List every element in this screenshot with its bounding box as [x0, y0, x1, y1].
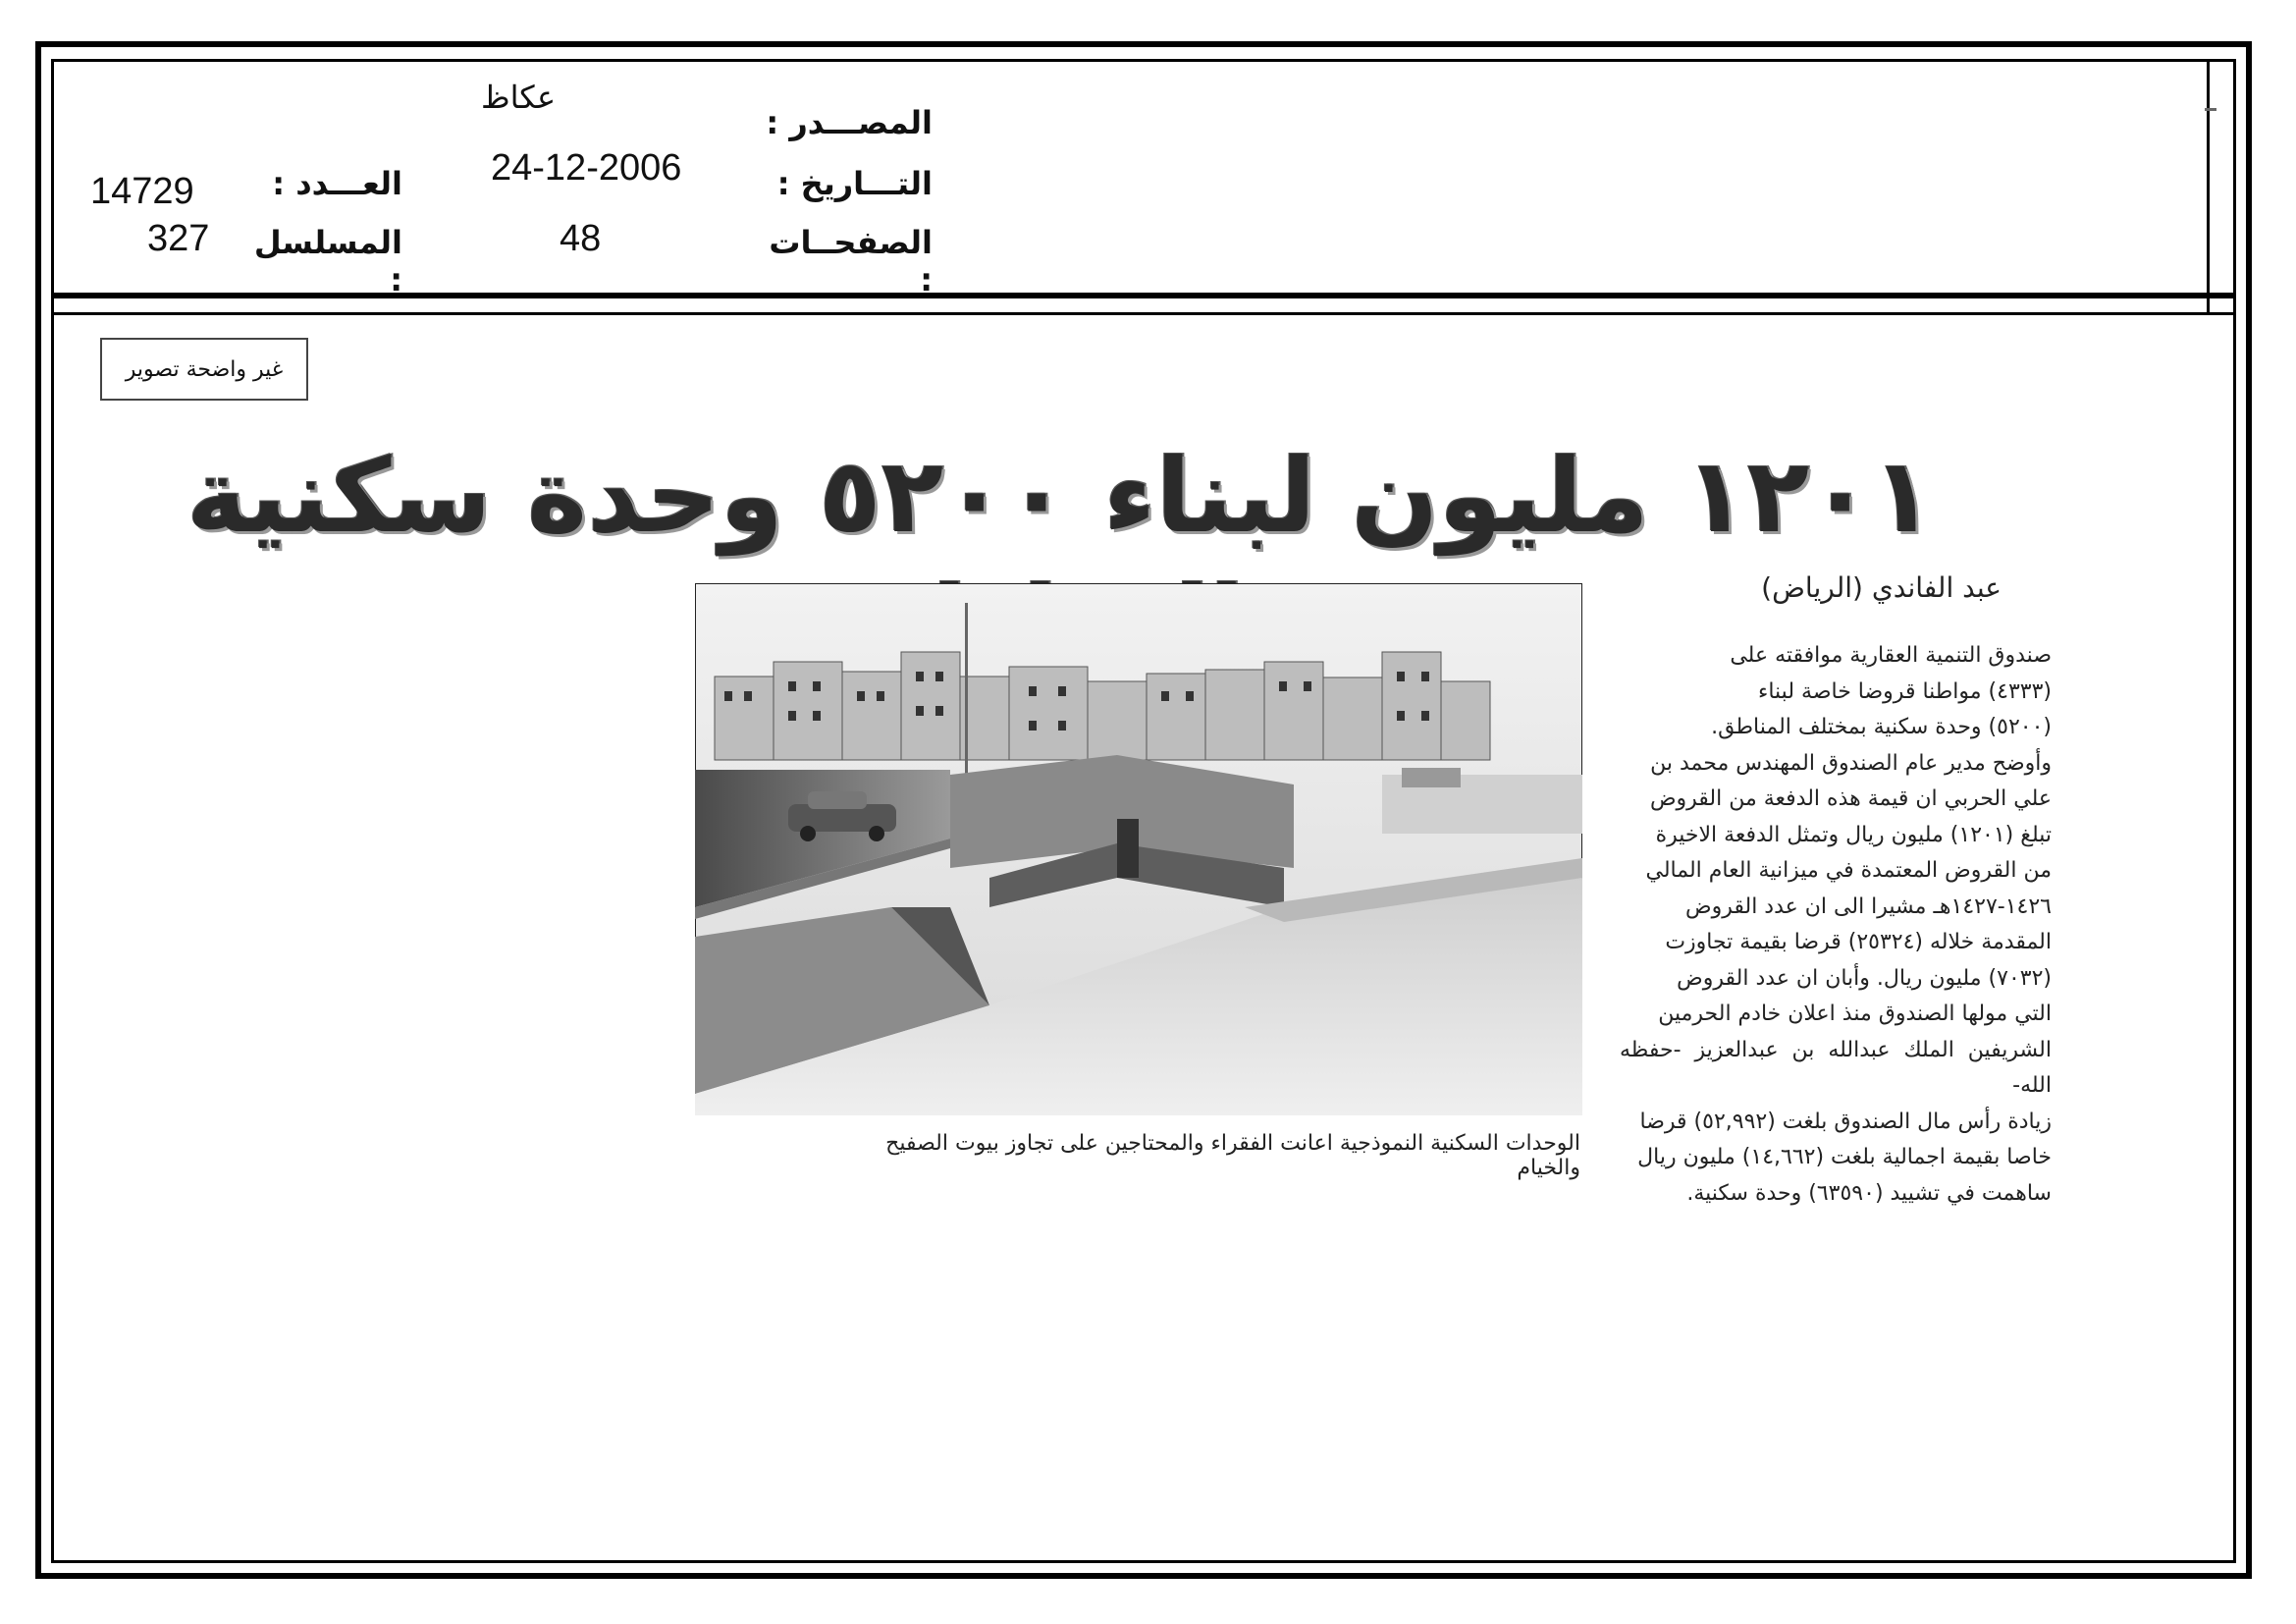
body-line: (٤٣٣٣) مواطنا قروضا خاصة لبناء: [1758, 678, 2052, 704]
body-line: التي مولها الصندوق منذ اعلان خادم الحرمين: [1658, 1001, 2052, 1026]
source-value: عكاظ: [481, 80, 557, 115]
article-photo: [695, 583, 1582, 1115]
scan-mark: [2205, 108, 2216, 111]
pages-value: 48: [560, 218, 602, 259]
date-value: 24-12-2006: [491, 147, 682, 189]
body-line: ١٤٢٦-١٤٢٧هـ مشيرا الى ان عدد القروض: [1685, 893, 2052, 919]
body-line: المقدمة خلاله (٢٥٣٢٤) قرضا بقيمة تجاوزت: [1665, 930, 2052, 954]
serial-value: 327: [147, 218, 210, 259]
body-line: من القروض المعتمدة في ميزانية العام المالي: [1645, 858, 2052, 883]
image-quality-note: غير واضحة تصوير: [100, 338, 308, 401]
body-line: زيادة رأس مال الصندوق بلغت (٥٢,٩٩٢) قرضا: [1639, 1109, 2052, 1134]
body-line: صندوق التنمية العقارية موافقته على: [1730, 643, 2052, 668]
housing-photo: [695, 583, 1582, 1115]
article-body: [1620, 638, 2052, 1212]
pages-label: الصفحــات :: [769, 224, 933, 298]
date-label: التـــاريخ :: [776, 165, 933, 202]
body-line: (٥٢٠٠) وحدة سكنية بمختلف المناطق.: [1711, 715, 2052, 739]
issue-value: 14729: [90, 171, 194, 212]
body-line: وأوضح مدير عام الصندوق المهندس محمد بن: [1650, 750, 2052, 776]
photo-caption: الوحدات السكنية النموذجية اعانت الفقراء والمحتاجين على تجاوز بيوت الصفيح والخيام: [885, 1131, 1580, 1180]
body-line: ساهمت في تشييد (٦٣٥٩٠) وحدة سكنية.: [1686, 1180, 2052, 1206]
serial-label: المسلسل :: [253, 224, 402, 298]
body-line: علي الحربي ان قيمة هذه الدفعة من القروض: [1649, 786, 2052, 811]
article-byline: عبد الفاندي (الرياض): [1761, 571, 2002, 604]
body-line: (٧٠٣٢) مليون ريال. وأبان ان عدد القروض: [1677, 965, 2052, 991]
issue-label: العـــدد :: [272, 165, 402, 202]
body-line: الشريفين الملك عبدالله بن عبدالعزيز -حفظه الله-: [1620, 1037, 2052, 1098]
header-divider-thin: [51, 312, 2236, 315]
source-label: المصـــدر :: [766, 104, 933, 141]
body-line: خاصا بقيمة اجمالية بلغت (١٤,٦٦٢) مليون ريال: [1637, 1145, 2052, 1169]
article-headline: ١٢٠١ مليون لبناء ٥٢٠٠ وحدة سكنية: [186, 436, 1935, 556]
header-right-rule: [2207, 59, 2210, 312]
body-line: تبلغ (١٢٠١) مليون ريال وتمثل الدفعة الاخيرة: [1655, 822, 2052, 847]
